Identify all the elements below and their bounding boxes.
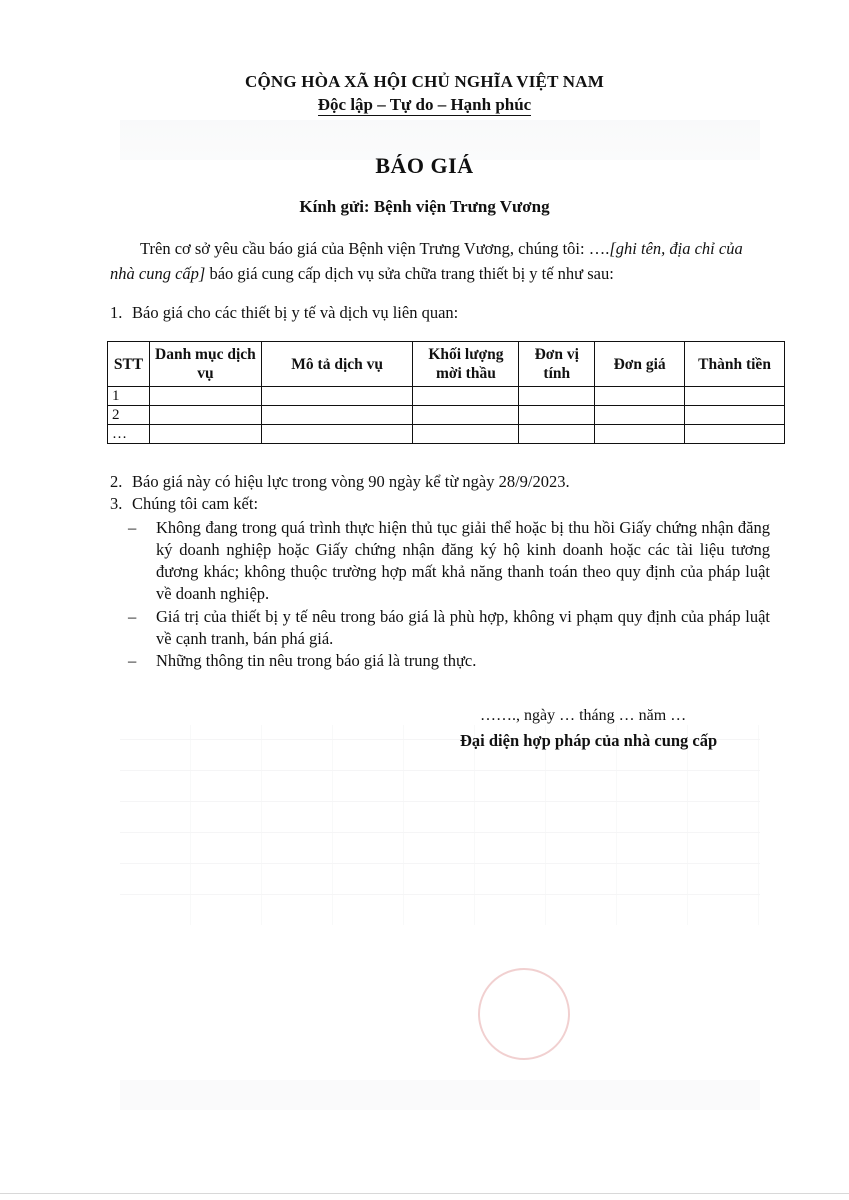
table-cell (519, 406, 595, 425)
header-total: Thành tiền (685, 342, 785, 387)
table-cell: … (108, 425, 150, 444)
table-cell (413, 387, 519, 406)
table-cell: 2 (108, 406, 150, 425)
stamp-bleed-icon (478, 968, 570, 1060)
commitment-text: Những thông tin nêu trong báo giá là trung thực. (156, 651, 477, 670)
bleed-through-shading (120, 1080, 760, 1110)
table-header-row (108, 342, 785, 387)
dash-bullet: – (128, 651, 137, 670)
intro-suffix: báo giá cung cấp dịch vụ sửa chữa trang thiết bị y tế như sau: (205, 264, 614, 283)
commitment-1 (128, 517, 770, 605)
item-number: 2. (110, 472, 123, 491)
table-cell (685, 387, 785, 406)
header-unit: Đơn vị tính (519, 342, 595, 387)
header-service-category: Danh mục dịch vụ (149, 342, 261, 387)
table-cell (595, 387, 685, 406)
table-row (108, 387, 785, 406)
motto-heading (0, 95, 849, 115)
table-cell (595, 406, 685, 425)
commitment-text: Không đang trong quá trình thực hiện thủ tục giải thể hoặc bị thu hồi Giấy chứng nhận đăng ký doanh nghiệp hoặc Giấy chứng nhận đăng ký hộ kinh doanh hoặc các tài liệu tương đương khác; không thuộc trường hợp mất khả năng thanh toán theo quy định của pháp luật về doanh nghiệp. (156, 518, 770, 603)
commitment-text: Giá trị của thiết bị y tế nêu trong báo giá là phù hợp, không vi phạm quy định của pháp luật về cạnh tranh, bán phá giá. (156, 607, 770, 648)
recipient-line: Kính gửi: Bệnh viện Trưng Vương (299, 197, 550, 216)
bleed-through-shading (120, 725, 760, 925)
country-heading: CỘNG HÒA XÃ HỘI CHỦ NGHĨA VIỆT NAM (245, 72, 604, 91)
item-number: 1. (110, 303, 123, 322)
table-row (108, 425, 785, 444)
dash-bullet: – (128, 607, 137, 626)
item-text: Báo giá cho các thiết bị y tế và dịch vụ liên quan: (132, 303, 459, 322)
item-2 (110, 471, 570, 493)
intro-prefix: Trên cơ sở yêu cầu báo giá của Bệnh viện Trưng Vương, chúng tôi: …. (140, 239, 610, 258)
header-service-description: Mô tả dịch vụ (261, 342, 413, 387)
dash-bullet: – (128, 518, 137, 537)
item-text: Báo giá này có hiệu lực trong vòng 90 ngày kể từ ngày 28/9/2023. (132, 472, 570, 491)
table-cell (685, 406, 785, 425)
table-cell (261, 387, 413, 406)
item-1 (110, 302, 458, 324)
item-3 (110, 493, 258, 515)
header-quantity: Khối lượng mời thầu (413, 342, 519, 387)
table-row (108, 406, 785, 425)
table-cell (261, 406, 413, 425)
table-cell: 1 (108, 387, 150, 406)
table-cell (685, 425, 785, 444)
page-edge-divider (0, 1193, 849, 1194)
intro-paragraph (110, 236, 765, 286)
header-unit-price: Đơn giá (595, 342, 685, 387)
commitment-3 (128, 650, 770, 672)
table-cell (261, 425, 413, 444)
item-number: 3. (110, 494, 123, 513)
item-text: Chúng tôi cam kết: (132, 494, 259, 513)
quote-table (107, 341, 785, 444)
signature-role: Đại diện hợp pháp của nhà cung cấp (460, 731, 718, 750)
document-title: BÁO GIÁ (375, 153, 474, 178)
motto-text: Độc lập – Tự do – Hạnh phúc (317, 95, 532, 114)
signature-date-line: ……., ngày … tháng … năm … (480, 707, 687, 724)
header-stt: STT (108, 342, 150, 387)
intro-placeholder: [ghi tên, địa chỉ của nhà cung cấp] (110, 239, 743, 283)
table-cell (413, 425, 519, 444)
table-cell (519, 387, 595, 406)
table-cell (519, 425, 595, 444)
table-cell (149, 425, 261, 444)
commitment-2 (128, 606, 770, 650)
table-cell (149, 387, 261, 406)
table-cell (149, 406, 261, 425)
table-cell (595, 425, 685, 444)
table-cell (413, 406, 519, 425)
